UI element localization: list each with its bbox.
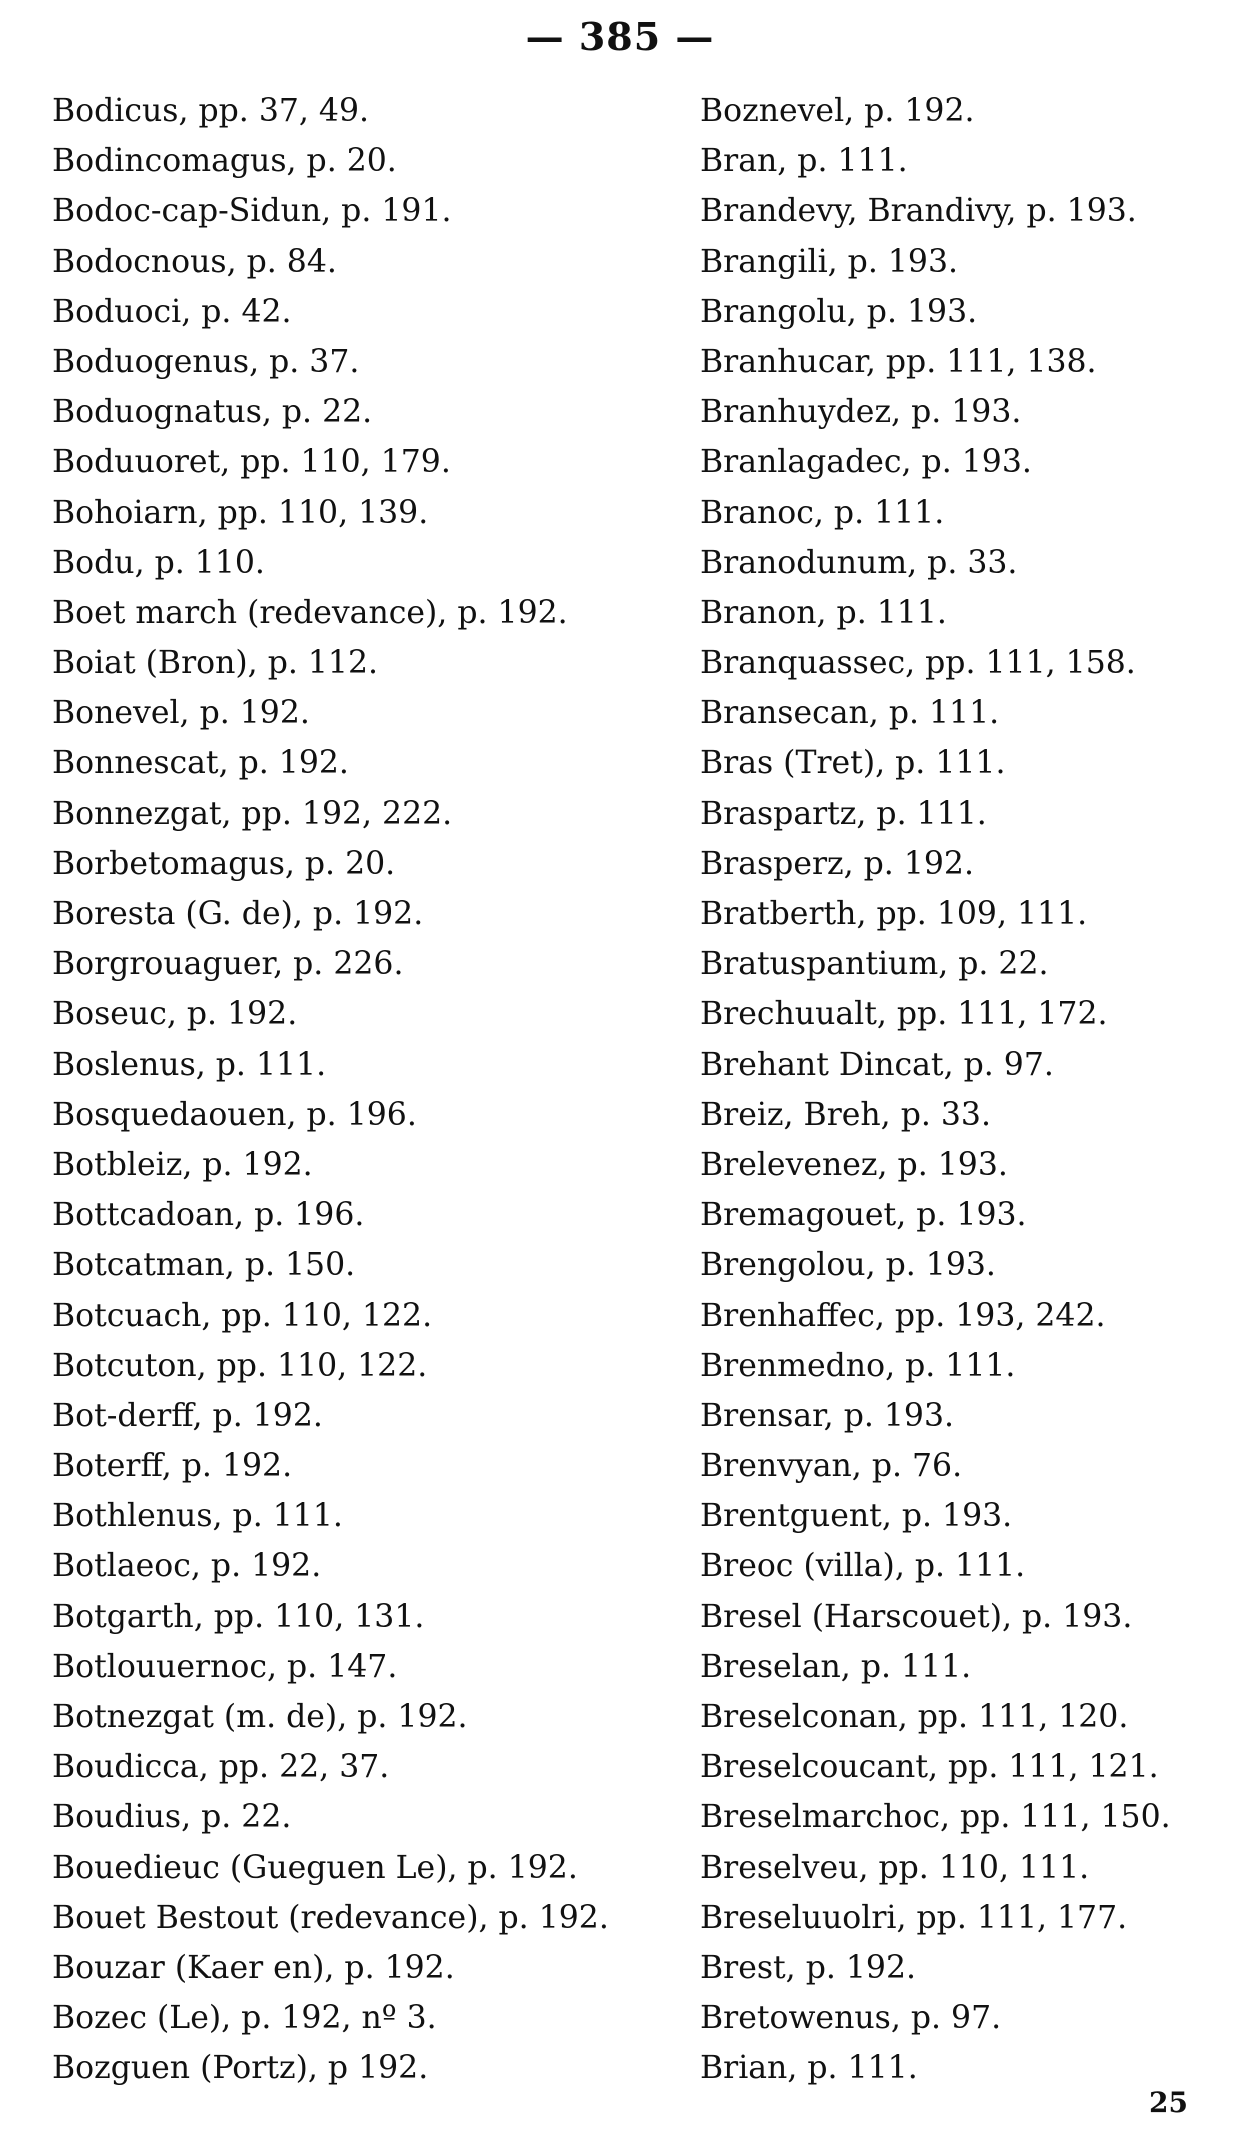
index-entry: Bozguen (Portz), p 192. bbox=[52, 2050, 429, 2087]
index-entry: Botcuach, pp. 110, 122. bbox=[52, 1297, 433, 1334]
index-entry: Branlagadec, p. 193. bbox=[700, 444, 1032, 481]
index-entry: Bresel (Harscouet), p. 193. bbox=[700, 1598, 1133, 1635]
index-entry: Breselmarchoc, pp. 111, 150. bbox=[700, 1799, 1171, 1836]
index-entry: Borgrouaguer, p. 226. bbox=[52, 946, 404, 983]
index-entry: Botbleiz, p. 192. bbox=[52, 1146, 313, 1183]
index-entry: Boduogenus, p. 37. bbox=[52, 343, 360, 380]
index-entry: Boresta (G. de), p. 192. bbox=[52, 896, 424, 932]
index-entry: Brenmedno, p. 111. bbox=[700, 1347, 1016, 1384]
printer-signature: 25 bbox=[1149, 2086, 1188, 2119]
index-entry: Bosquedaouen, p. 196. bbox=[52, 1096, 417, 1133]
index-entry: Botcatman, p. 150. bbox=[52, 1247, 356, 1284]
index-entry: Bonnezgat, pp. 192, 222. bbox=[52, 795, 453, 832]
index-entry: Breseluuolri, pp. 111, 177. bbox=[700, 1899, 1128, 1936]
index-entry: Bodocnous, p. 84. bbox=[52, 243, 337, 280]
index-entry: Bonevel, p. 192. bbox=[52, 695, 310, 732]
index-entry: Breselconan, pp. 111, 120. bbox=[700, 1699, 1129, 1735]
index-entry: Brensar, p. 193. bbox=[700, 1397, 955, 1434]
index-entry: Brenhaffec, pp. 193, 242. bbox=[700, 1297, 1106, 1334]
index-entry: Branhucar, pp. 111, 138. bbox=[700, 343, 1097, 380]
index-entry: Bremagouet, p. 193. bbox=[700, 1197, 1027, 1234]
index-entry: Bottcadoan, p. 196. bbox=[52, 1197, 365, 1234]
index-entry: Botnezgat (m. de), p. 192. bbox=[52, 1699, 468, 1735]
index-entry: Brangili, p. 193. bbox=[700, 243, 959, 280]
index-entry: Brangolu, p. 193. bbox=[700, 293, 978, 330]
index-entry: Brasperz, p. 192. bbox=[700, 845, 974, 882]
index-entry: Brenvyan, p. 76. bbox=[700, 1448, 963, 1485]
index-entry: Boudicca, pp. 22, 37. bbox=[52, 1749, 390, 1786]
index-entry: Brian, p. 111. bbox=[700, 2050, 918, 2087]
index-entry: Breselan, p. 111. bbox=[700, 1648, 972, 1685]
index-entry: Bouzar (Kaer en), p. 192. bbox=[52, 1949, 455, 1986]
index-entry: Boduuoret, pp. 110, 179. bbox=[52, 444, 451, 481]
index-entry: Bohoiarn, pp. 110, 139. bbox=[52, 494, 429, 531]
index-entry: Brehant Dincat, p. 97. bbox=[700, 1046, 1054, 1083]
index-entry: Botcuton, pp. 110, 122. bbox=[52, 1347, 428, 1384]
index-entry: Brelevenez, p. 193. bbox=[700, 1146, 1008, 1183]
index-entry: Bodicus, pp. 37, 49. bbox=[52, 93, 370, 129]
index-entry: Botgarth, pp. 110, 131. bbox=[52, 1598, 425, 1635]
index-entry: Boet march (redevance), p. 192. bbox=[52, 594, 568, 631]
index-entry: Boudius, p. 22. bbox=[52, 1799, 292, 1836]
index-entry: Bodincomagus, p. 20. bbox=[52, 143, 397, 180]
index-entry: Bodoc-cap-Sidun, p. 191. bbox=[52, 193, 452, 230]
index-entry: Brandevy, Brandivy, p. 193. bbox=[700, 193, 1137, 230]
index-column-right bbox=[700, 86, 1220, 2094]
index-entry: Breiz, Breh, p. 33. bbox=[700, 1096, 991, 1133]
index-entry: Boterff, p. 192. bbox=[52, 1448, 293, 1485]
index-entry: Branquassec, pp. 111, 158. bbox=[700, 645, 1136, 682]
index-entry: Braspartz, p. 111. bbox=[700, 795, 987, 832]
index-entry: Boznevel, p. 192. bbox=[700, 93, 975, 129]
index-entry: Breselcoucant, pp. 111, 121. bbox=[700, 1749, 1159, 1786]
index-entry: Bran, p. 111. bbox=[700, 143, 908, 180]
index-entry: Bouet Bestout (redevance), p. 192. bbox=[52, 1899, 609, 1936]
index-entry: Brest, p. 192. bbox=[700, 1949, 917, 1986]
index-entry: Brentguent, p. 193. bbox=[700, 1498, 1013, 1535]
index-entry: Bodu, p. 110. bbox=[52, 544, 265, 581]
index-entry: Branoc, p. 111. bbox=[700, 494, 945, 531]
index-column-left bbox=[52, 86, 652, 2094]
index-entry: Bratuspantium, p. 22. bbox=[700, 946, 1049, 983]
index-entry: Branon, p. 111. bbox=[700, 594, 947, 631]
index-entry: Bouedieuc (Gueguen Le), p. 192. bbox=[52, 1849, 578, 1886]
index-entry: Boduoci, p. 42. bbox=[52, 293, 292, 330]
index-entry: Brechuualt, pp. 111, 172. bbox=[700, 996, 1108, 1033]
index-entry: Borbetomagus, p. 20. bbox=[52, 845, 396, 882]
index-entry: Bonnescat, p. 192. bbox=[52, 745, 349, 782]
index-entry: Bratberth, pp. 109, 111. bbox=[700, 896, 1088, 932]
index-entry: Bras (Tret), p. 111. bbox=[700, 745, 1006, 782]
index-entry: Bot-derff, p. 192. bbox=[52, 1397, 323, 1434]
index-entry: Boslenus, p. 111. bbox=[52, 1046, 327, 1083]
index-entry: Branhuydez, p. 193. bbox=[700, 394, 1022, 431]
index-entry: Bretowenus, p. 97. bbox=[700, 2000, 1002, 2037]
index-entry: Botlaeoc, p. 192. bbox=[52, 1548, 322, 1585]
index-entry: Boseuc, p. 192. bbox=[52, 996, 298, 1033]
page-number: — 385 — bbox=[525, 14, 715, 59]
index-entry: Bransecan, p. 111. bbox=[700, 695, 1000, 732]
index-entry: Brengolou, p. 193. bbox=[700, 1247, 996, 1284]
index-entry: Boduognatus, p. 22. bbox=[52, 394, 373, 431]
index-entry: Breoc (villa), p. 111. bbox=[700, 1548, 1026, 1585]
index-entry: Boiat (Bron), p. 112. bbox=[52, 645, 379, 682]
index-entry: Breselveu, pp. 110, 111. bbox=[700, 1849, 1090, 1886]
index-entry: Botlouuernoc, p. 147. bbox=[52, 1648, 398, 1685]
index-entry: Bothlenus, p. 111. bbox=[52, 1498, 343, 1535]
index-entry: Bozec (Le), p. 192, nº 3. bbox=[52, 2000, 437, 2037]
index-entry: Branodunum, p. 33. bbox=[700, 544, 1018, 581]
